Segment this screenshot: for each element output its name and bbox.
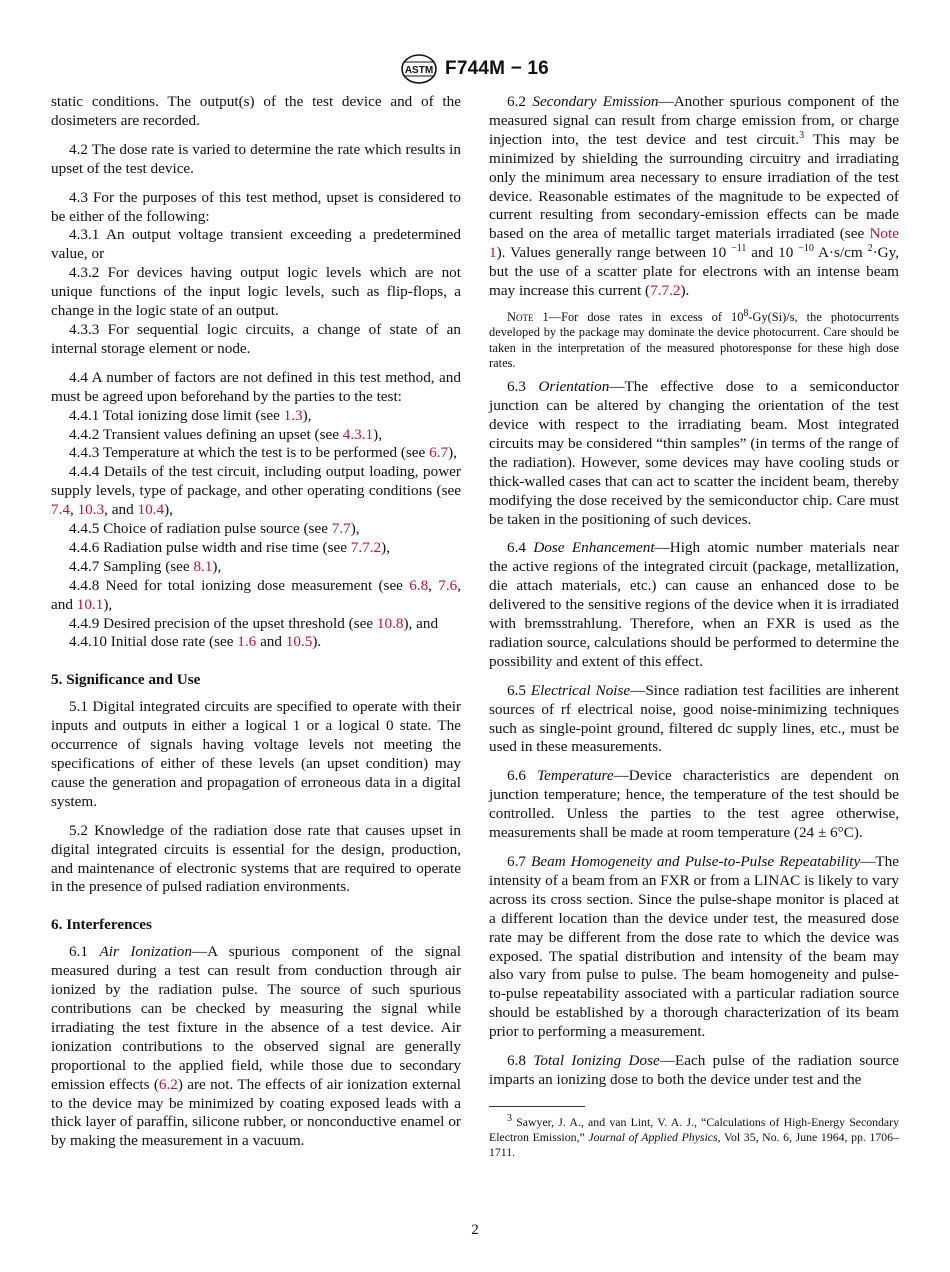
list-item-4-4-5: 4.4.5 Choice of radiation pulse source (see 7.7), bbox=[69, 520, 360, 538]
list-item-4-4-9: 4.4.9 Desired precision of the upset threshold (see 10.8), and bbox=[69, 614, 439, 632]
footnote-divider bbox=[489, 1106, 585, 1107]
reference-link[interactable]: 7.7 bbox=[331, 520, 351, 538]
paragraph-6-4: 6.4 Dose Enhancement—High atomic number materials near the active regions of the integrated circuit (package, metallization, die attach materials, etc.) can cause an enhanced dose to be delivered to the sensitive regions of the device when it is irradiated with bremsstrahlung. Therefore, when an FXR is used as the radiation source, calculations should be performed to determine the possibility and extent of this effect. bbox=[489, 539, 899, 670]
page-header bbox=[0, 54, 950, 84]
reference-link[interactable]: 7.7.2 bbox=[650, 282, 681, 300]
right-column bbox=[489, 93, 899, 1160]
paragraph-4-3-3: 4.3.3 For sequential logic circuits, a change of state of an internal storage element or node. bbox=[51, 320, 461, 357]
list-item-4-4-4: 4.4.4 Details of the test circuit, including output loading, power supply levels, type of package, and other operating conditions (see 7.4, 10.3, and 10.4), bbox=[51, 463, 461, 519]
list-item-4-4-6: 4.4.6 Radiation pulse width and rise time (see 7.7.2), bbox=[69, 538, 390, 556]
note-1: Note 1—For dose rates in excess of $10^8-Gy(Si)/s$, the photocurrents developed by the package may dominate the device photocurrent. Care should be taken in the interpretation of the measured photoresponse for these high dose rates. bbox=[489, 307, 899, 370]
paragraph-5-2: 5.2 Knowledge of the radiation dose rate that causes upset in digital integrated circuits is essential for the design, production, and maintenance of electronic systems that are required to operate in the presence of pulsed radiation environments. bbox=[51, 821, 461, 896]
section-heading-6: 6. Interferences bbox=[51, 916, 152, 934]
paragraph-4-2: 4.2 The dose rate is varied to determine the rate which results in upset of the test device. bbox=[51, 140, 461, 177]
footnote-3: $^3$ Sawyer, J. A., and van Lint, V. A. J., “Calculations of High-Energy Secondary Electron Emission,” Journal of Applied Physics, Vol 35, No. 6, June 1964, pp. 1706–1711. bbox=[489, 1112, 899, 1160]
paragraph-6-8: 6.8 Total Ionizing Dose—Each pulse of the radiation source imparts an ionizing dose to both the device under test and the bbox=[489, 1052, 900, 1088]
paragraph-5-1: 5.1 Digital integrated circuits are specified to operate with their inputs and outputs in either a logical 1 or a logical 0 state. The occurrence of signals having voltage levels not meeting the specifications of either of these levels (an upset condition) may cause the generation and propagation of erroneous data in a digital system. bbox=[51, 698, 461, 810]
paragraph-continued: static conditions. The output(s) of the test device and of the dosimeters are recorded. bbox=[51, 93, 461, 129]
page-number: 2 bbox=[471, 1221, 479, 1238]
reference-link[interactable]: 1.3 bbox=[283, 406, 303, 424]
paragraph-4-3-2: 4.3.2 For devices having output logic levels which are not unique functions of the input logic levels, such as flip-flops, a change in the logic state of an output. bbox=[51, 264, 461, 320]
reference-link[interactable]: 10.5 bbox=[285, 633, 313, 651]
reference-link[interactable]: 1.6 bbox=[237, 633, 257, 651]
list-item-4-4-2: 4.4.2 Transient values defining an upset (see 4.3.1), bbox=[69, 425, 382, 443]
reference-link[interactable]: 8.1 bbox=[193, 557, 213, 575]
section-heading-5: 5. Significance and Use bbox=[51, 671, 201, 689]
paragraph-6-1: 6.1 Air Ionization—A spurious component of the signal measured during a test can result from conduction through air ionized by the radiation pulse. The source of such spurious contributions can be checked by measuring the signal while irradiating the test fixture in the absence of a test device. Air ionization contributions to the observed signal are generally proportional to the applied field, while those due to secondary emission effects (6.2) are not. The effects of air ionization external to the device may be minimized by coating exposed leads with a thick layer of paraffin, silicone rubber, or nonconductive enamel or by making the measurement in a vacuum. bbox=[51, 943, 461, 1150]
paragraph-6-2: 6.2 Secondary Emission—Another spurious component of the measured signal can result from charge emission from, or charge injection into, the test device and test circuit.$^3$ This may be minimized by shielding the surrounding circuitry and irradiating only the minimum area necessary to ensure irradiation of the test device. Reasonable estimates of the magnitude to be expected of current resulting from secondary-emission effects can be made based on the area of metallic target materials irradiated (see Note 1). Values generally range between 10 $^{-11}$ and 10 $^{-10}$ A·s/cm $^2$·Gy, but the use of a scatter plate for electrons with an intense beam may increase this current (7.7.2). bbox=[489, 93, 900, 300]
logo-text: ASTM bbox=[404, 65, 434, 76]
list-item-4-4-1: 4.4.1 Total ionizing dose limit (see 1.3), bbox=[69, 406, 312, 424]
reference-link[interactable]: 6.8 bbox=[409, 576, 429, 594]
list-item-4-4-10: 4.4.10 Initial dose rate (see 1.6 and 10.5). bbox=[69, 633, 322, 651]
paragraph-4-3-1: 4.3.1 An output voltage transient exceeding a predetermined value, or bbox=[51, 226, 461, 263]
left-column bbox=[51, 93, 461, 1151]
reference-link[interactable]: 10.8 bbox=[376, 614, 404, 632]
astm-logo-icon bbox=[401, 54, 437, 84]
reference-link[interactable]: 7.4 bbox=[51, 501, 70, 519]
list-item-4-4-7: 4.4.7 Sampling (see 8.1), bbox=[69, 557, 222, 575]
list-item-4-4-8: 4.4.8 Need for total ionizing dose measurement (see 6.8, 7.6, and 10.1), bbox=[51, 576, 462, 613]
paragraph-4-3: 4.3 For the purposes of this test method, upset is considered to be either of the following: bbox=[51, 188, 461, 225]
paragraph-6-3: 6.3 Orientation—The effective dose to a semiconductor junction can be altered by changing the orientation of the test device with respect to the irradiating beam. Most integrated circuits may be considered “thin samples” (in terms of the range of the radiation). However, some devices may have cooling studs or thick-walled cases that can act to scatter the incident beam, thereby modifying the dose received by the semiconductor chip. Care must be taken in the positioning of such devices. bbox=[489, 378, 899, 528]
footnote-marker: 3 bbox=[799, 129, 805, 141]
reference-link[interactable]: 7.6 bbox=[438, 576, 458, 594]
reference-link[interactable]: 7.7.2 bbox=[350, 538, 382, 556]
standard-designation: F744M − 16 bbox=[445, 58, 549, 79]
reference-link[interactable]: 6.7 bbox=[429, 444, 449, 462]
reference-link[interactable]: 4.3.1 bbox=[342, 425, 374, 443]
paragraph-4-4: 4.4 A number of factors are not defined in this test method, and must be agreed upon beforehand by the parties to the test: bbox=[51, 368, 461, 405]
reference-link[interactable]: 10.3 bbox=[77, 501, 105, 519]
paragraph-6-7: 6.7 Beam Homogeneity and Pulse-to-Pulse Repeatability—The intensity of a beam from an FXR or from a LINAC is likely to vary across its cross section. Since the pulse-shape monitor is placed at a different location than the device under test, the measured dose rate may be different from the dose rate to which the device was exposed. The spatial distribution and intensity of the beam may also vary from pulse to pulse. The beam homogeneity and pulse-to-pulse repeatability associated with a particular radiation source should be established by a thorough characterization of its beam prior to performing a measurement. bbox=[489, 853, 900, 1041]
reference-link[interactable]: 10.4 bbox=[137, 501, 165, 519]
reference-link[interactable]: 10.1 bbox=[76, 595, 104, 613]
reference-link[interactable]: 6.2 bbox=[158, 1075, 178, 1093]
paragraph-6-5: 6.5 Electrical Noise—Since radiation test facilities are inherent sources of rf electrical noise, good noise-minimizing techniques such as single-point ground, filtered dc supply lines, etc., must be used in these measurements. bbox=[489, 681, 899, 756]
paragraph-6-6: 6.6 Temperature—Device characteristics are dependent on junction temperature; hence, the temperature of the test should be controlled. Unless the parties to the test agree otherwise, measurements shall be made at room temperature (24 ± 6°C). bbox=[489, 767, 900, 842]
note-reference-link[interactable]: Note 1 bbox=[489, 225, 899, 262]
list-item-4-4-3: 4.4.3 Temperature at which the test is to be performed (see 6.7), bbox=[69, 444, 457, 462]
